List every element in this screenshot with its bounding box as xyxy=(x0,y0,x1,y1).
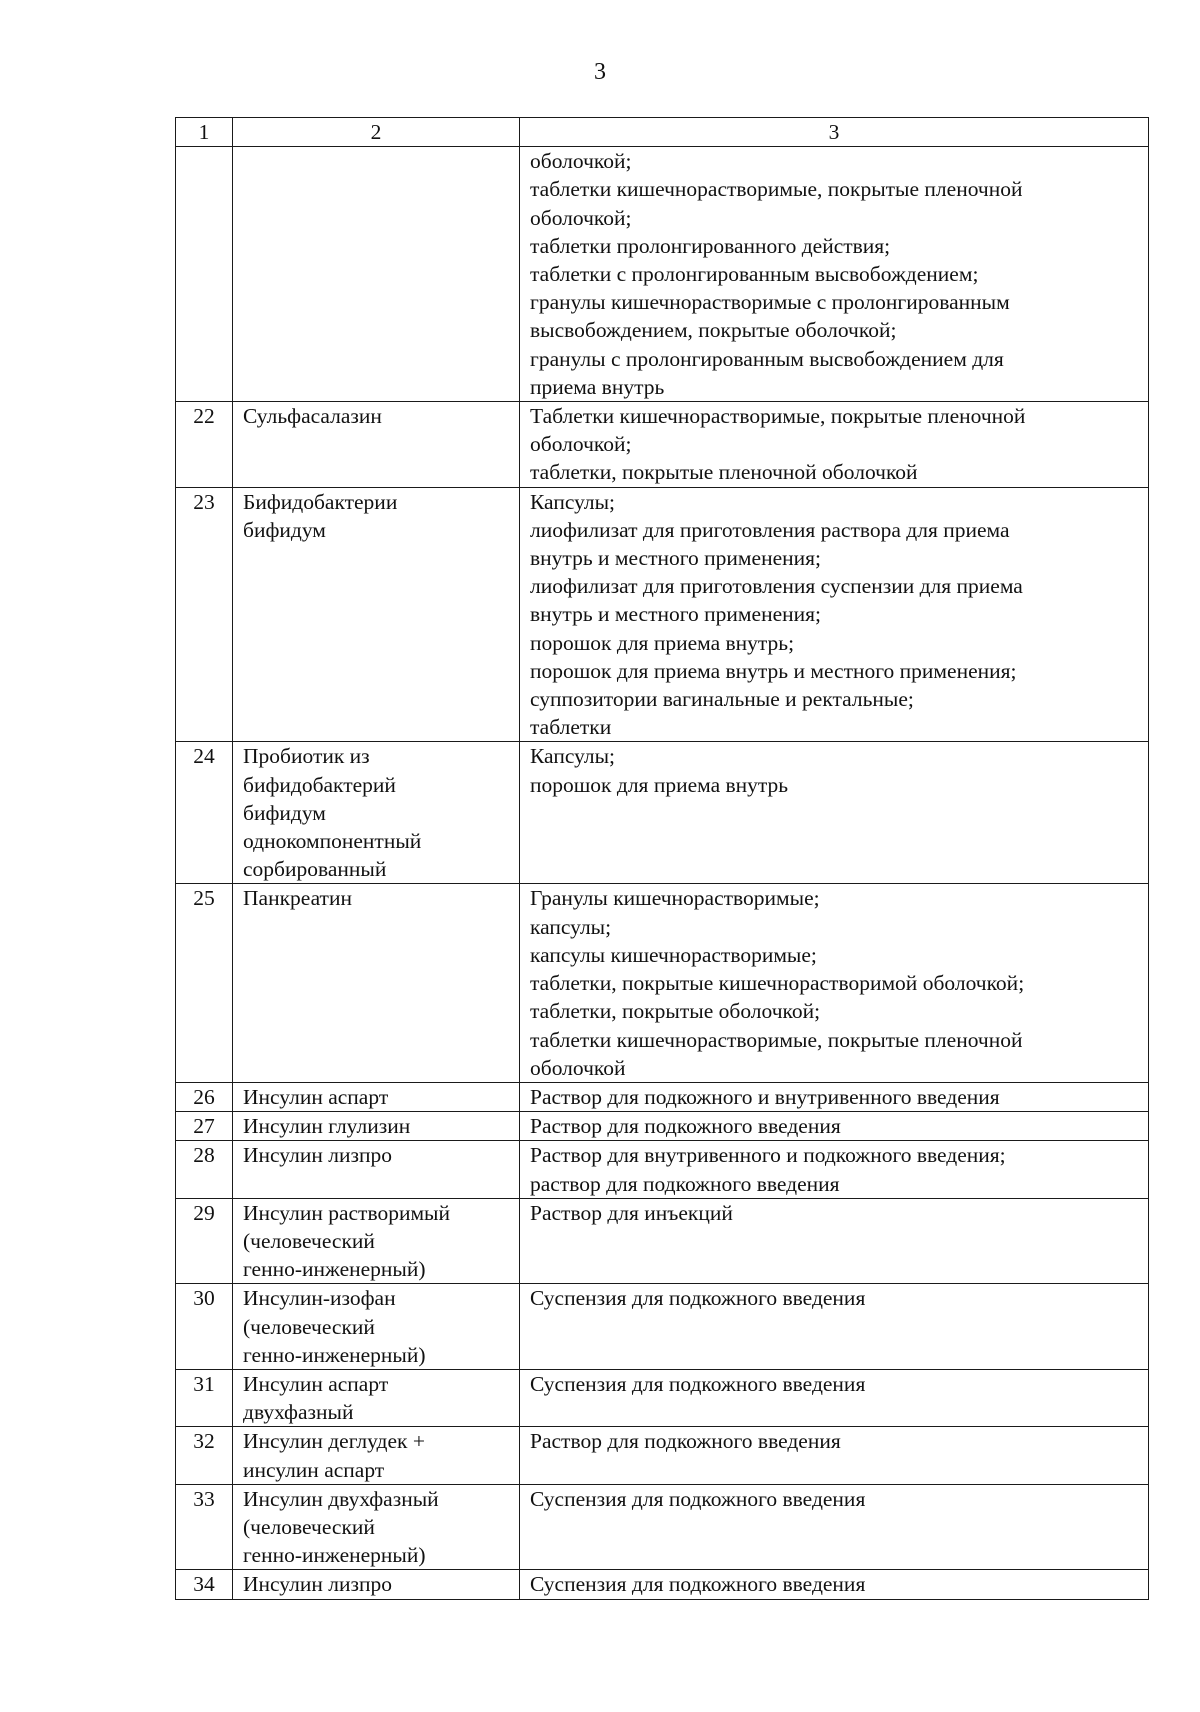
drug-name-line: Инсулин аспарт xyxy=(243,1084,389,1109)
row-number: 31 xyxy=(176,1369,233,1426)
dosage-forms-cell xyxy=(520,742,1149,884)
table-row xyxy=(176,1082,1149,1111)
drug-name-line: генно-инженерный) xyxy=(243,1342,426,1367)
drug-name-line: Инсулин лизпро xyxy=(243,1572,392,1597)
table-row xyxy=(176,402,1149,488)
dosage-form-line: Раствор для подкожного введения xyxy=(530,1114,841,1139)
drug-name-line: однокомпонентный xyxy=(243,829,422,854)
dosage-form-line: лиофилизат для приготовления раствора для приема xyxy=(530,517,1010,542)
dosage-form-line: гранулы с пролонгированным высвобождением для xyxy=(530,346,1004,371)
dosage-forms-cell xyxy=(520,1082,1149,1111)
drug-name-cell xyxy=(233,1082,520,1111)
dosage-form-line: оболочкой xyxy=(530,1055,626,1080)
dosage-form-line: Капсулы; xyxy=(530,744,616,769)
drug-name-cell xyxy=(233,1141,520,1198)
drug-name-line: Бифидобактерии xyxy=(243,489,398,514)
table-row xyxy=(176,1369,1149,1426)
dosage-forms-cell xyxy=(520,1284,1149,1370)
dosage-form-line: Раствор для подкожного и внутривенного введения xyxy=(530,1084,1000,1109)
table-row xyxy=(176,1427,1149,1484)
row-number: 27 xyxy=(176,1112,233,1141)
row-number: 29 xyxy=(176,1198,233,1284)
column-header-3: 3 xyxy=(520,118,1149,147)
dosage-form-line: таблетки пролонгированного действия; xyxy=(530,233,891,258)
table-row xyxy=(176,147,1149,402)
drug-name-line: инсулин аспарт xyxy=(243,1457,385,1482)
drug-name-cell xyxy=(233,742,520,884)
dosage-form-line: Раствор для подкожного введения xyxy=(530,1429,841,1454)
dosage-form-line: гранулы кишечнорастворимые с пролонгированным xyxy=(530,290,1010,315)
dosage-forms-cell xyxy=(520,884,1149,1082)
dosage-form-line: порошок для приема внутрь; xyxy=(530,630,795,655)
row-number xyxy=(176,147,233,402)
row-number: 28 xyxy=(176,1141,233,1198)
dosage-form-line: Суспензия для подкожного введения xyxy=(530,1486,866,1511)
dosage-form-line: таблетки кишечнорастворимые, покрытые пленочной xyxy=(530,177,1023,202)
row-number: 26 xyxy=(176,1082,233,1111)
table-row xyxy=(176,487,1149,742)
drug-name-line: Пробиотик из xyxy=(243,744,370,769)
dosage-form-line: Капсулы; xyxy=(530,489,616,514)
drug-name-line: Инсулин глулизин xyxy=(243,1114,411,1139)
row-number: 24 xyxy=(176,742,233,884)
drug-name-cell xyxy=(233,487,520,742)
drug-name-line: генно-инженерный) xyxy=(243,1257,426,1282)
table-body xyxy=(176,147,1149,1599)
table-row xyxy=(176,1284,1149,1370)
dosage-form-line: таблетки xyxy=(530,715,612,740)
drug-name-line: Инсулин деглудек + xyxy=(243,1429,425,1454)
drug-name-cell xyxy=(233,1112,520,1141)
dosage-form-line: капсулы кишечнорастворимые; xyxy=(530,942,817,967)
dosage-form-line: Гранулы кишечнорастворимые; xyxy=(530,886,820,911)
dosage-form-line: Суспензия для подкожного введения xyxy=(530,1572,866,1597)
dosage-form-line: капсулы; xyxy=(530,914,612,939)
dosage-form-line: Раствор для внутривенного и подкожного введения; xyxy=(530,1143,1006,1168)
drug-name-cell xyxy=(233,1484,520,1570)
table-row xyxy=(176,1484,1149,1570)
dosage-form-line: внутрь и местного применения; xyxy=(530,602,821,627)
drug-name-line: Панкреатин xyxy=(243,886,352,911)
drug-name-line: Инсулин аспарт xyxy=(243,1371,389,1396)
dosage-forms-cell xyxy=(520,487,1149,742)
dosage-form-line: приема внутрь xyxy=(530,374,665,399)
dosage-forms-cell xyxy=(520,147,1149,402)
row-number: 32 xyxy=(176,1427,233,1484)
table-row xyxy=(176,1112,1149,1141)
dosage-form-line: таблетки, покрытые оболочкой; xyxy=(530,999,821,1024)
drug-name-cell xyxy=(233,1284,520,1370)
dosage-form-line: внутрь и местного применения; xyxy=(530,546,821,571)
dosage-forms-cell xyxy=(520,1484,1149,1570)
dosage-form-line: оболочкой; xyxy=(530,149,632,174)
drug-name-cell xyxy=(233,402,520,488)
column-header-1: 1 xyxy=(176,118,233,147)
dosage-forms-cell xyxy=(520,1570,1149,1599)
table-row xyxy=(176,1570,1149,1599)
dosage-form-line: оболочкой; xyxy=(530,432,632,457)
table-row xyxy=(176,742,1149,884)
dosage-form-line: порошок для приема внутрь и местного применения; xyxy=(530,658,1017,683)
drug-name-line: Сульфасалазин xyxy=(243,404,382,429)
drug-name-line: бифидум xyxy=(243,517,326,542)
row-number: 22 xyxy=(176,402,233,488)
dosage-form-line: Суспензия для подкожного введения xyxy=(530,1286,866,1311)
dosage-forms-cell xyxy=(520,1369,1149,1426)
drug-name-cell xyxy=(233,1427,520,1484)
dosage-form-line: высвобождением, покрытые оболочкой; xyxy=(530,318,897,343)
dosage-forms-cell xyxy=(520,1112,1149,1141)
row-number: 33 xyxy=(176,1484,233,1570)
drug-name-cell xyxy=(233,1369,520,1426)
dosage-forms-cell xyxy=(520,1427,1149,1484)
row-number: 30 xyxy=(176,1284,233,1370)
column-header-2: 2 xyxy=(233,118,520,147)
dosage-form-line: Раствор для инъекций xyxy=(530,1200,733,1225)
dosage-form-line: таблетки, покрытые пленочной оболочкой xyxy=(530,460,918,485)
dosage-forms-cell xyxy=(520,1141,1149,1198)
row-number: 34 xyxy=(176,1570,233,1599)
drug-name-cell xyxy=(233,1570,520,1599)
dosage-form-line: таблетки с пролонгированным высвобождением; xyxy=(530,262,979,287)
drug-name-line: двухфазный xyxy=(243,1400,354,1425)
dosage-form-line: таблетки кишечнорастворимые, покрытые пленочной xyxy=(530,1027,1023,1052)
drug-name-cell xyxy=(233,147,520,402)
dosage-form-line: лиофилизат для приготовления суспензии для приема xyxy=(530,574,1023,599)
drug-name-line: (человеческий xyxy=(243,1314,375,1339)
drug-name-line: (человеческий xyxy=(243,1228,375,1253)
drug-name-line: Инсулин двухфазный xyxy=(243,1486,439,1511)
drug-name-line: генно-инженерный) xyxy=(243,1543,426,1568)
table-row xyxy=(176,1141,1149,1198)
dosage-forms-cell xyxy=(520,402,1149,488)
dosage-form-line: раствор для подкожного введения xyxy=(530,1171,840,1196)
drug-table xyxy=(175,117,1149,1600)
drug-name-line: бифидобактерий xyxy=(243,772,396,797)
dosage-form-line: суппозитории вагинальные и ректальные; xyxy=(530,687,914,712)
dosage-form-line: Суспензия для подкожного введения xyxy=(530,1371,866,1396)
header-row xyxy=(176,118,1149,147)
drug-name-line: Инсулин лизпро xyxy=(243,1143,392,1168)
drug-name-cell xyxy=(233,884,520,1082)
drug-name-line: Инсулин-изофан xyxy=(243,1286,396,1311)
drug-name-line: сорбированный xyxy=(243,857,387,882)
dosage-form-line: порошок для приема внутрь xyxy=(530,772,789,797)
table-row xyxy=(176,884,1149,1082)
drug-name-line: (человеческий xyxy=(243,1514,375,1539)
drug-name-cell xyxy=(233,1198,520,1284)
dosage-form-line: Таблетки кишечнорастворимые, покрытые пленочной xyxy=(530,404,1026,429)
drug-name-line: бифидум xyxy=(243,800,326,825)
row-number: 23 xyxy=(176,487,233,742)
dosage-form-line: таблетки, покрытые кишечнорастворимой оболочкой; xyxy=(530,971,1025,996)
row-number: 25 xyxy=(176,884,233,1082)
drug-name-line: Инсулин растворимый xyxy=(243,1200,451,1225)
table-row xyxy=(176,1198,1149,1284)
dosage-form-line: оболочкой; xyxy=(530,205,632,230)
dosage-forms-cell xyxy=(520,1198,1149,1284)
table-header xyxy=(176,118,1149,147)
page-number: 3 xyxy=(594,59,606,85)
